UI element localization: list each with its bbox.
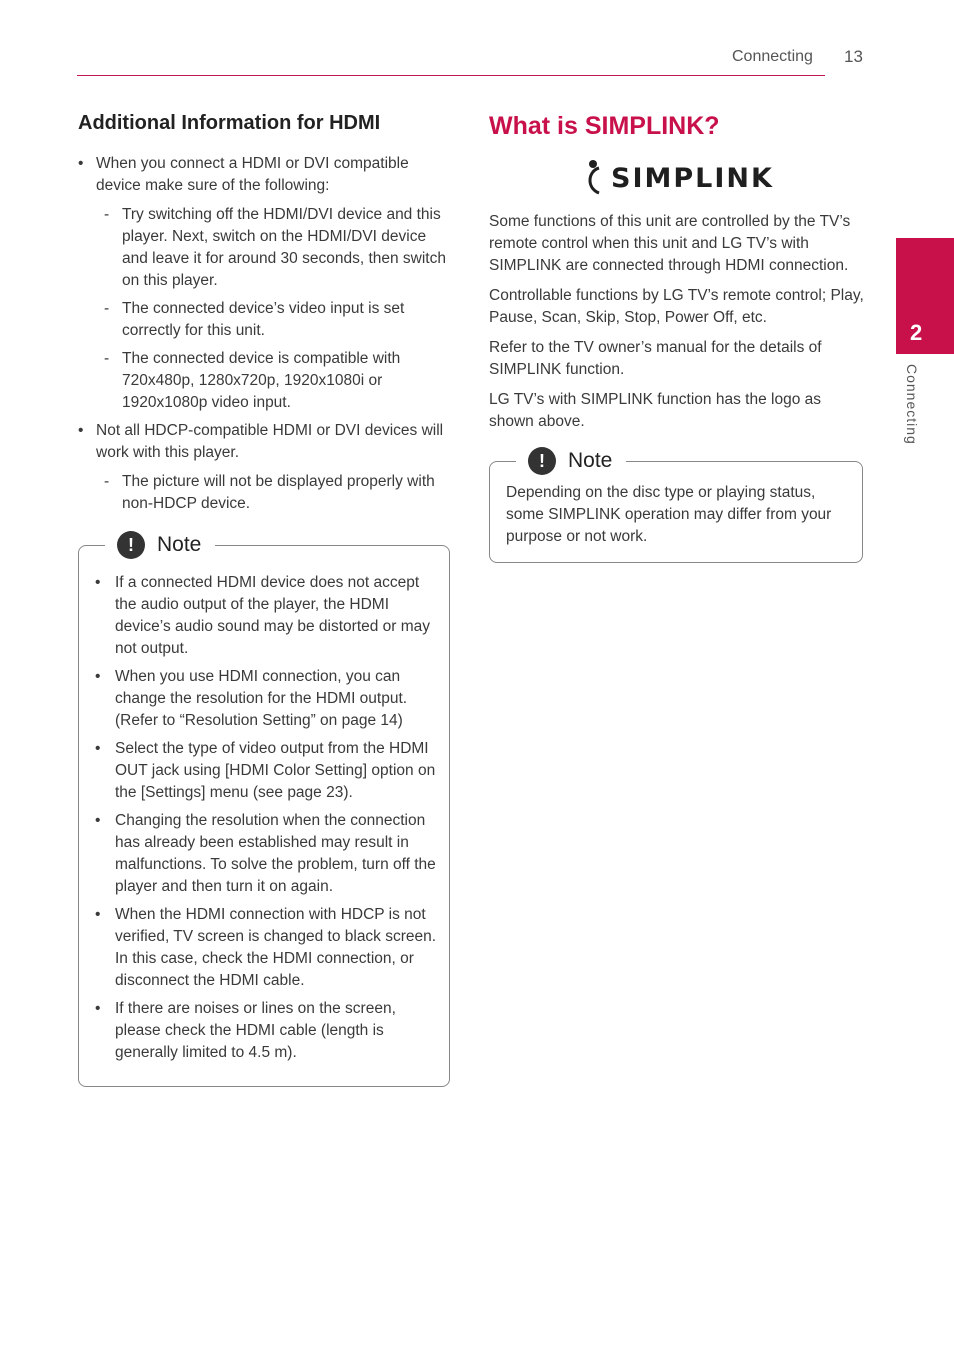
note-text: Depending on the disc type or playing status, some SIMPLINK operation may differ from your purpose or not work. [506,484,832,545]
right-column [489,112,869,563]
sub-list-item: - The connected device’s video input is set correctly for this unit. [96,298,450,342]
simplink-logo-swoosh-icon [585,158,611,198]
running-header-section: Connecting [732,48,813,65]
list-item [78,420,450,515]
left-column [78,112,450,1087]
sub-list-item: - The picture will not be displayed properly with non-HDCP device. [96,471,450,515]
sub-list [96,204,450,414]
note-title: Note [157,533,202,556]
chapter-label: Connecting [904,364,920,445]
simplink-paragraph: Some functions of this unit are controlled by the TV’s remote control when this unit and LG TV’s with SIMPLINK are connected through HDMI connection. [489,213,851,274]
note-item: • When the HDMI connection with HDCP is not verified, TV screen is changed to black screen. In this case, check the HDMI connection, or disconnect the HDMI cable. [95,904,437,992]
header-rule [77,75,825,76]
simplink-logo [585,153,869,203]
simplink-paragraph: Refer to the TV owner’s manual for the details of SIMPLINK function. [489,339,822,378]
chapter-tab [896,238,954,354]
note-item: • If there are noises or lines on the screen, please check the HDMI cable (length is generally limited to 4.5 m). [95,998,437,1064]
sub-list-item: - Try switching off the HDMI/DVI device and this player. Next, switch on the HDMI/DVI device and leave it for around 30 seconds, then switch on this player. [96,204,450,292]
exclamation-icon: ! [528,447,556,475]
chapter-number: 2 [910,320,923,345]
list-item-text: When you connect a HDMI or DVI compatible device make sure of the following: [96,155,409,194]
note-header [105,531,215,559]
note-item: • If a connected HDMI device does not accept the audio output of the player, the HDMI device’s audio sound may be distorted or may not output. [95,572,437,660]
note-header [516,447,626,475]
sub-list-item: - The connected device is compatible with 720x480p, 1280x720p, 1920x1080i or 1920x1080p video input. [96,348,450,414]
exclamation-icon: ! [117,531,145,559]
note-title: Note [568,449,613,472]
note-item: • Select the type of video output from the HDMI OUT jack using [HDMI Color Setting] option on the [Settings] menu (see page 23). [95,738,437,804]
simplink-title: What is SIMPLINK? [489,112,720,140]
sub-list [96,471,450,515]
note-item: • Changing the resolution when the connection has already been established may result in malfunctions. To solve the problem, turn off the player and then turn it on again. [95,810,437,898]
list-item-text: Not all HDCP-compatible HDMI or DVI devices will work with this player. [96,422,444,461]
page-number: 13 [844,47,863,66]
simplink-logo-text: SIMPLINK [611,162,774,194]
simplink-paragraph: Controllable functions by LG TV’s remote control; Play, Pause, Scan, Skip, Stop, Power Off, etc. [489,287,864,326]
hdmi-info-heading: Additional Information for HDMI [78,112,381,134]
hdmi-note-box [78,533,450,1087]
note-item: • When you use HDMI connection, you can change the resolution for the HDMI output. (Refer to “Resolution Setting” on page 14) [95,666,437,732]
simplink-note-box [489,449,863,563]
simplink-paragraph: LG TV’s with SIMPLINK function has the logo as shown above. [489,391,821,430]
hdmi-info-list [78,153,450,515]
note-list [95,572,437,1064]
list-item [78,153,450,414]
